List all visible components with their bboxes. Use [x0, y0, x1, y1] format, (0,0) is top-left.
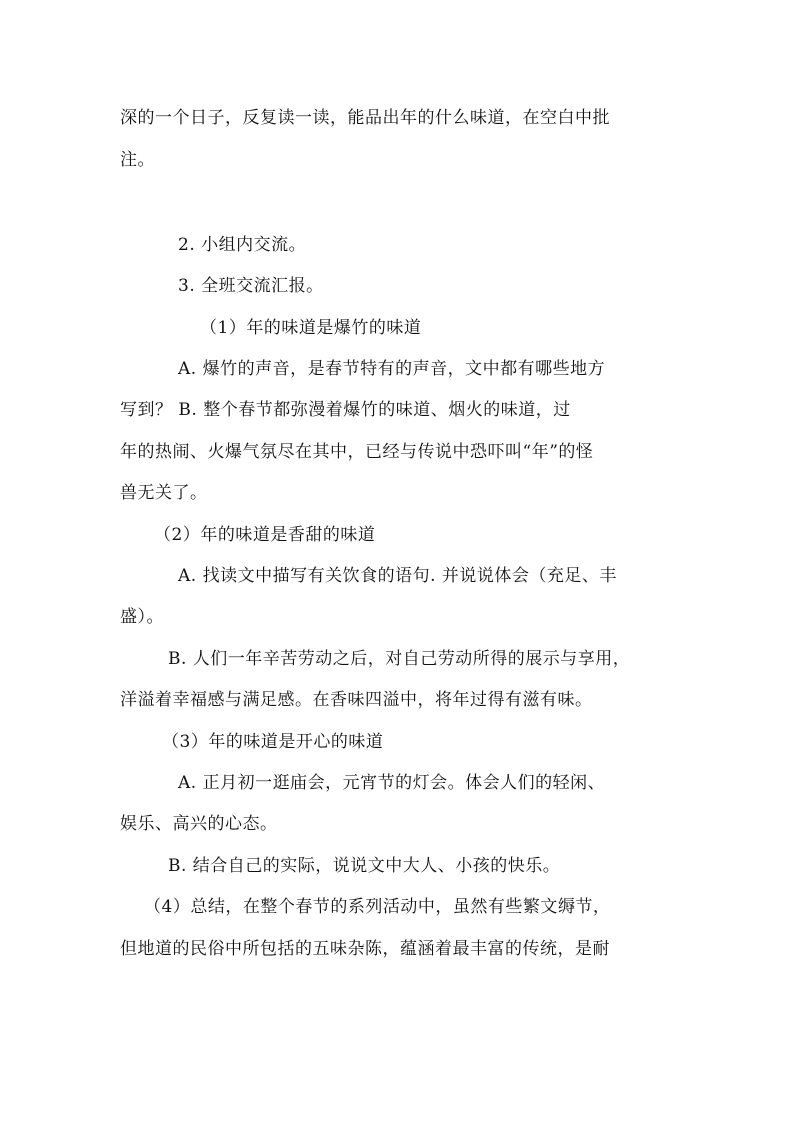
paragraph-2a-line-1: A. 找读文中描写有关饮食的语句. 并说说体会（充足、丰 — [178, 566, 617, 586]
paragraph-3b-line-1: B. 结合自己的实际，说说文中大人、小孩的快乐。 — [168, 856, 561, 876]
subheading-2: （2）年的味道是香甜的味道 — [154, 525, 376, 545]
paragraph-3a-line-1: A. 正月初一逛庙会，元宵节的灯会。体会人们的轻闲、 — [178, 773, 606, 793]
paragraph-2a-line-2: 盛）。 — [120, 607, 164, 627]
paragraph-1b-line-3: 兽无关了。 — [120, 483, 208, 503]
body-line-1: 深的一个日子，反复读一读，能品出年的什么味道，在空白中批 — [120, 108, 610, 128]
subheading-3: （3）年的味道是开心的味道 — [162, 732, 384, 752]
paragraph-2b-line-1: B. 人们一年辛苦劳动之后，对自己劳动所得的展示与享用， — [168, 649, 631, 669]
paragraph-1a-line-2: 写到？ B. 整个春节都弥漫着爆竹的味道、烟火的味道，过 — [120, 400, 571, 420]
paragraph-1a-line-1: A. 爆竹的声音，是春节特有的声音，文中都有哪些地方 — [178, 359, 606, 379]
subheading-1: （1）年的味道是爆竹的味道 — [200, 318, 422, 338]
paragraph-3a-line-2: 娱乐、高兴的心态。 — [120, 814, 278, 834]
body-line-2: 注。 — [120, 150, 155, 170]
paragraph-2b-line-2: 洋溢着幸福感与满足感。在香味四溢中，将年过得有滋有味。 — [120, 690, 593, 710]
paragraph-1b-line-2: 年的热闹、火爆气氛尽在其中，已经与传说中恐吓叫“年”的怪 — [120, 442, 594, 462]
summary-line-2: 但地道的民俗中所包括的五味杂陈，蕴涵着最丰富的传统，是耐 — [120, 939, 610, 959]
list-item-2: 2. 小组内交流。 — [178, 235, 307, 255]
list-item-3: 3. 全班交流汇报。 — [178, 276, 324, 296]
summary-line-1: （4）总结，在整个春节的系列活动中，虽然有些繁文缛节， — [144, 897, 611, 917]
